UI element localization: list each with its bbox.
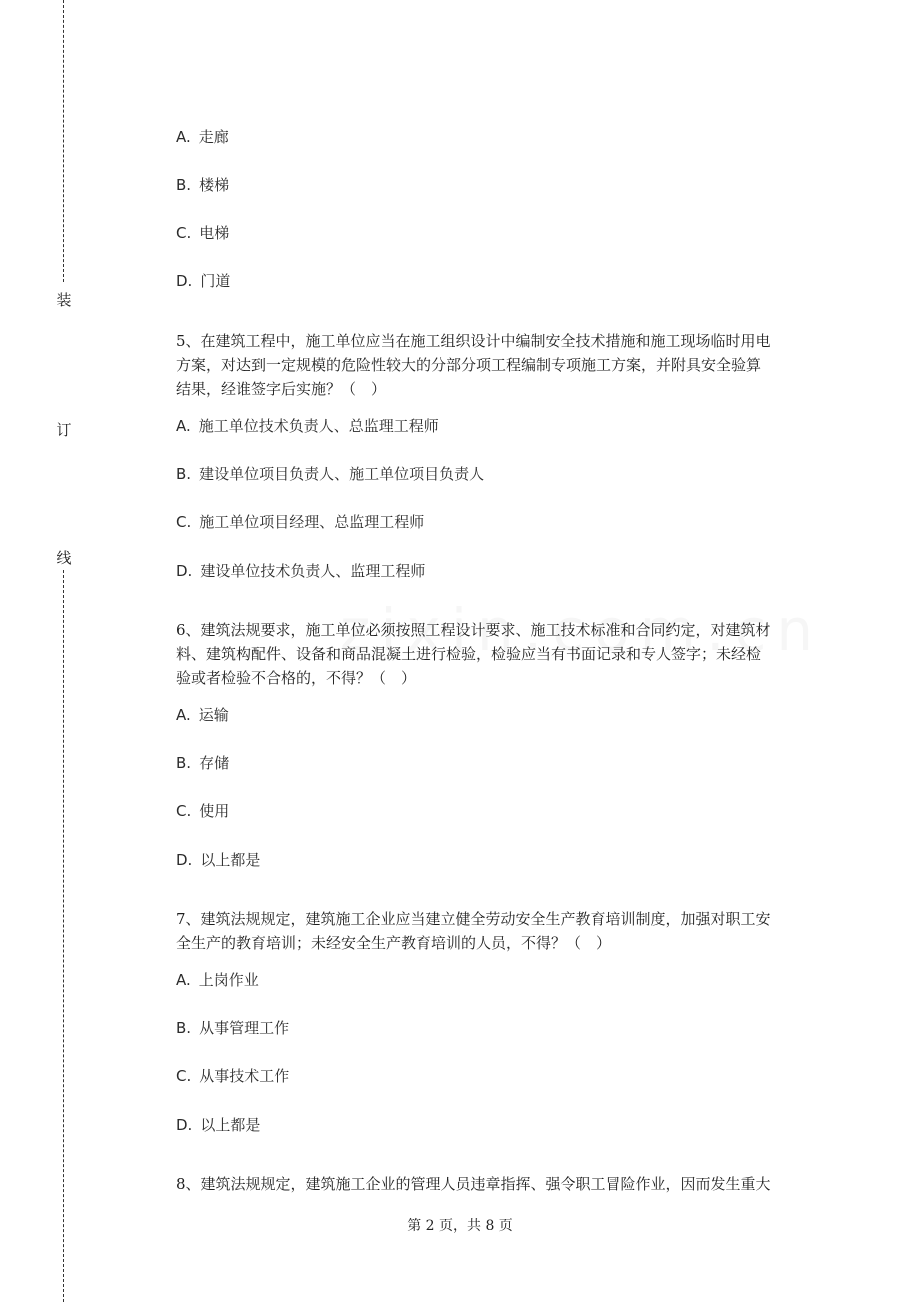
option-text: 门道 [200,272,231,290]
option-letter: A. [176,417,191,435]
option-text: 建设单位技术负责人、监理工程师 [200,562,426,580]
option-text: 以上都是 [200,851,261,869]
question-line: 验或者检验不合格的，不得？（ ） [176,669,417,687]
q6-option-b [176,753,229,773]
question-line: 8、建筑法规规定，建筑施工企业的管理人员违章指挥、强令职工冒险作业，因而发生重大 [176,1175,771,1193]
option-letter: C. [176,1067,192,1085]
option-text: 从事技术工作 [199,1067,290,1085]
option-letter: B. [176,754,192,772]
option-letter: C. [176,224,192,242]
option-letter: A. [176,971,191,989]
question-8-stem [176,1172,816,1196]
option-letter: C. [176,802,192,820]
option-letter: D. [176,1116,193,1134]
question-5-stem [176,329,816,401]
q4-option-b [176,175,229,195]
question-line: 料、建筑构配件、设备和商品混凝土进行检验，检验应当有书面记录和专人签字；未经检 [176,645,762,663]
question-6-stem [176,618,816,690]
option-letter: A. [176,128,191,146]
option-text: 楼梯 [199,176,230,194]
option-text: 运输 [198,706,229,724]
q7-option-c [176,1066,289,1086]
option-text: 使用 [199,802,230,820]
question-line: 结果，经谁签字后实施？（ ） [176,380,387,398]
q4-option-a [176,127,229,147]
option-text: 建设单位项目负责人、施工单位项目负责人 [199,465,485,483]
page-number-footer: 第 2 页，共 8 页 [407,1218,513,1234]
option-text: 存储 [199,754,230,772]
option-letter: B. [176,1019,192,1037]
option-text: 上岗作业 [198,971,259,989]
question-line: 7、建筑法规规定，建筑施工企业应当建立健全劳动安全生产教育培训制度，加强对职工安 [176,910,771,928]
question-line: 方案，对达到一定规模的危险性较大的分部分项工程编制专项施工方案，并附具安全验算 [176,356,762,374]
option-letter: D. [176,851,193,869]
option-letter: C. [176,513,192,531]
q5-option-b [176,464,484,484]
option-text: 走廊 [198,128,229,146]
q7-option-a [176,970,259,990]
q6-option-c [176,801,229,821]
q6-option-a [176,705,229,725]
option-text: 从事管理工作 [199,1019,290,1037]
question-line: 全生产的教育培训；未经安全生产教育培训的人员，不得？（ ） [176,934,612,952]
option-letter: B. [176,465,192,483]
q4-option-c [176,223,229,243]
question-7-stem [176,907,816,955]
option-text: 施工单位技术负责人、总监理工程师 [198,417,439,435]
binding-dashed-line-bottom [63,570,64,1302]
q7-option-b [176,1018,289,1038]
option-text: 施工单位项目经理、总监理工程师 [199,513,425,531]
q4-option-d [176,271,230,291]
q6-option-d [176,850,260,870]
option-text: 以上都是 [200,1116,261,1134]
question-line: 5、在建筑工程中，施工单位应当在施工组织设计中编制安全技术措施和施工现场临时用电 [176,332,771,350]
option-letter: B. [176,176,192,194]
option-text: 电梯 [199,224,230,242]
binding-dashed-line-top [63,0,64,282]
option-letter: D. [176,562,193,580]
binding-char-ding: 订 [56,421,72,439]
question-line: 6、建筑法规要求，施工单位必须按照工程设计要求、施工技术标准和合同约定，对建筑材 [176,621,771,639]
q5-option-a [176,416,439,436]
q5-option-c [176,512,424,532]
option-letter: A. [176,706,191,724]
binding-char-xian: 线 [56,549,72,567]
option-letter: D. [176,272,193,290]
binding-char-zhuang: 装 [56,291,72,309]
q5-option-d [176,561,425,581]
q7-option-d [176,1115,260,1135]
